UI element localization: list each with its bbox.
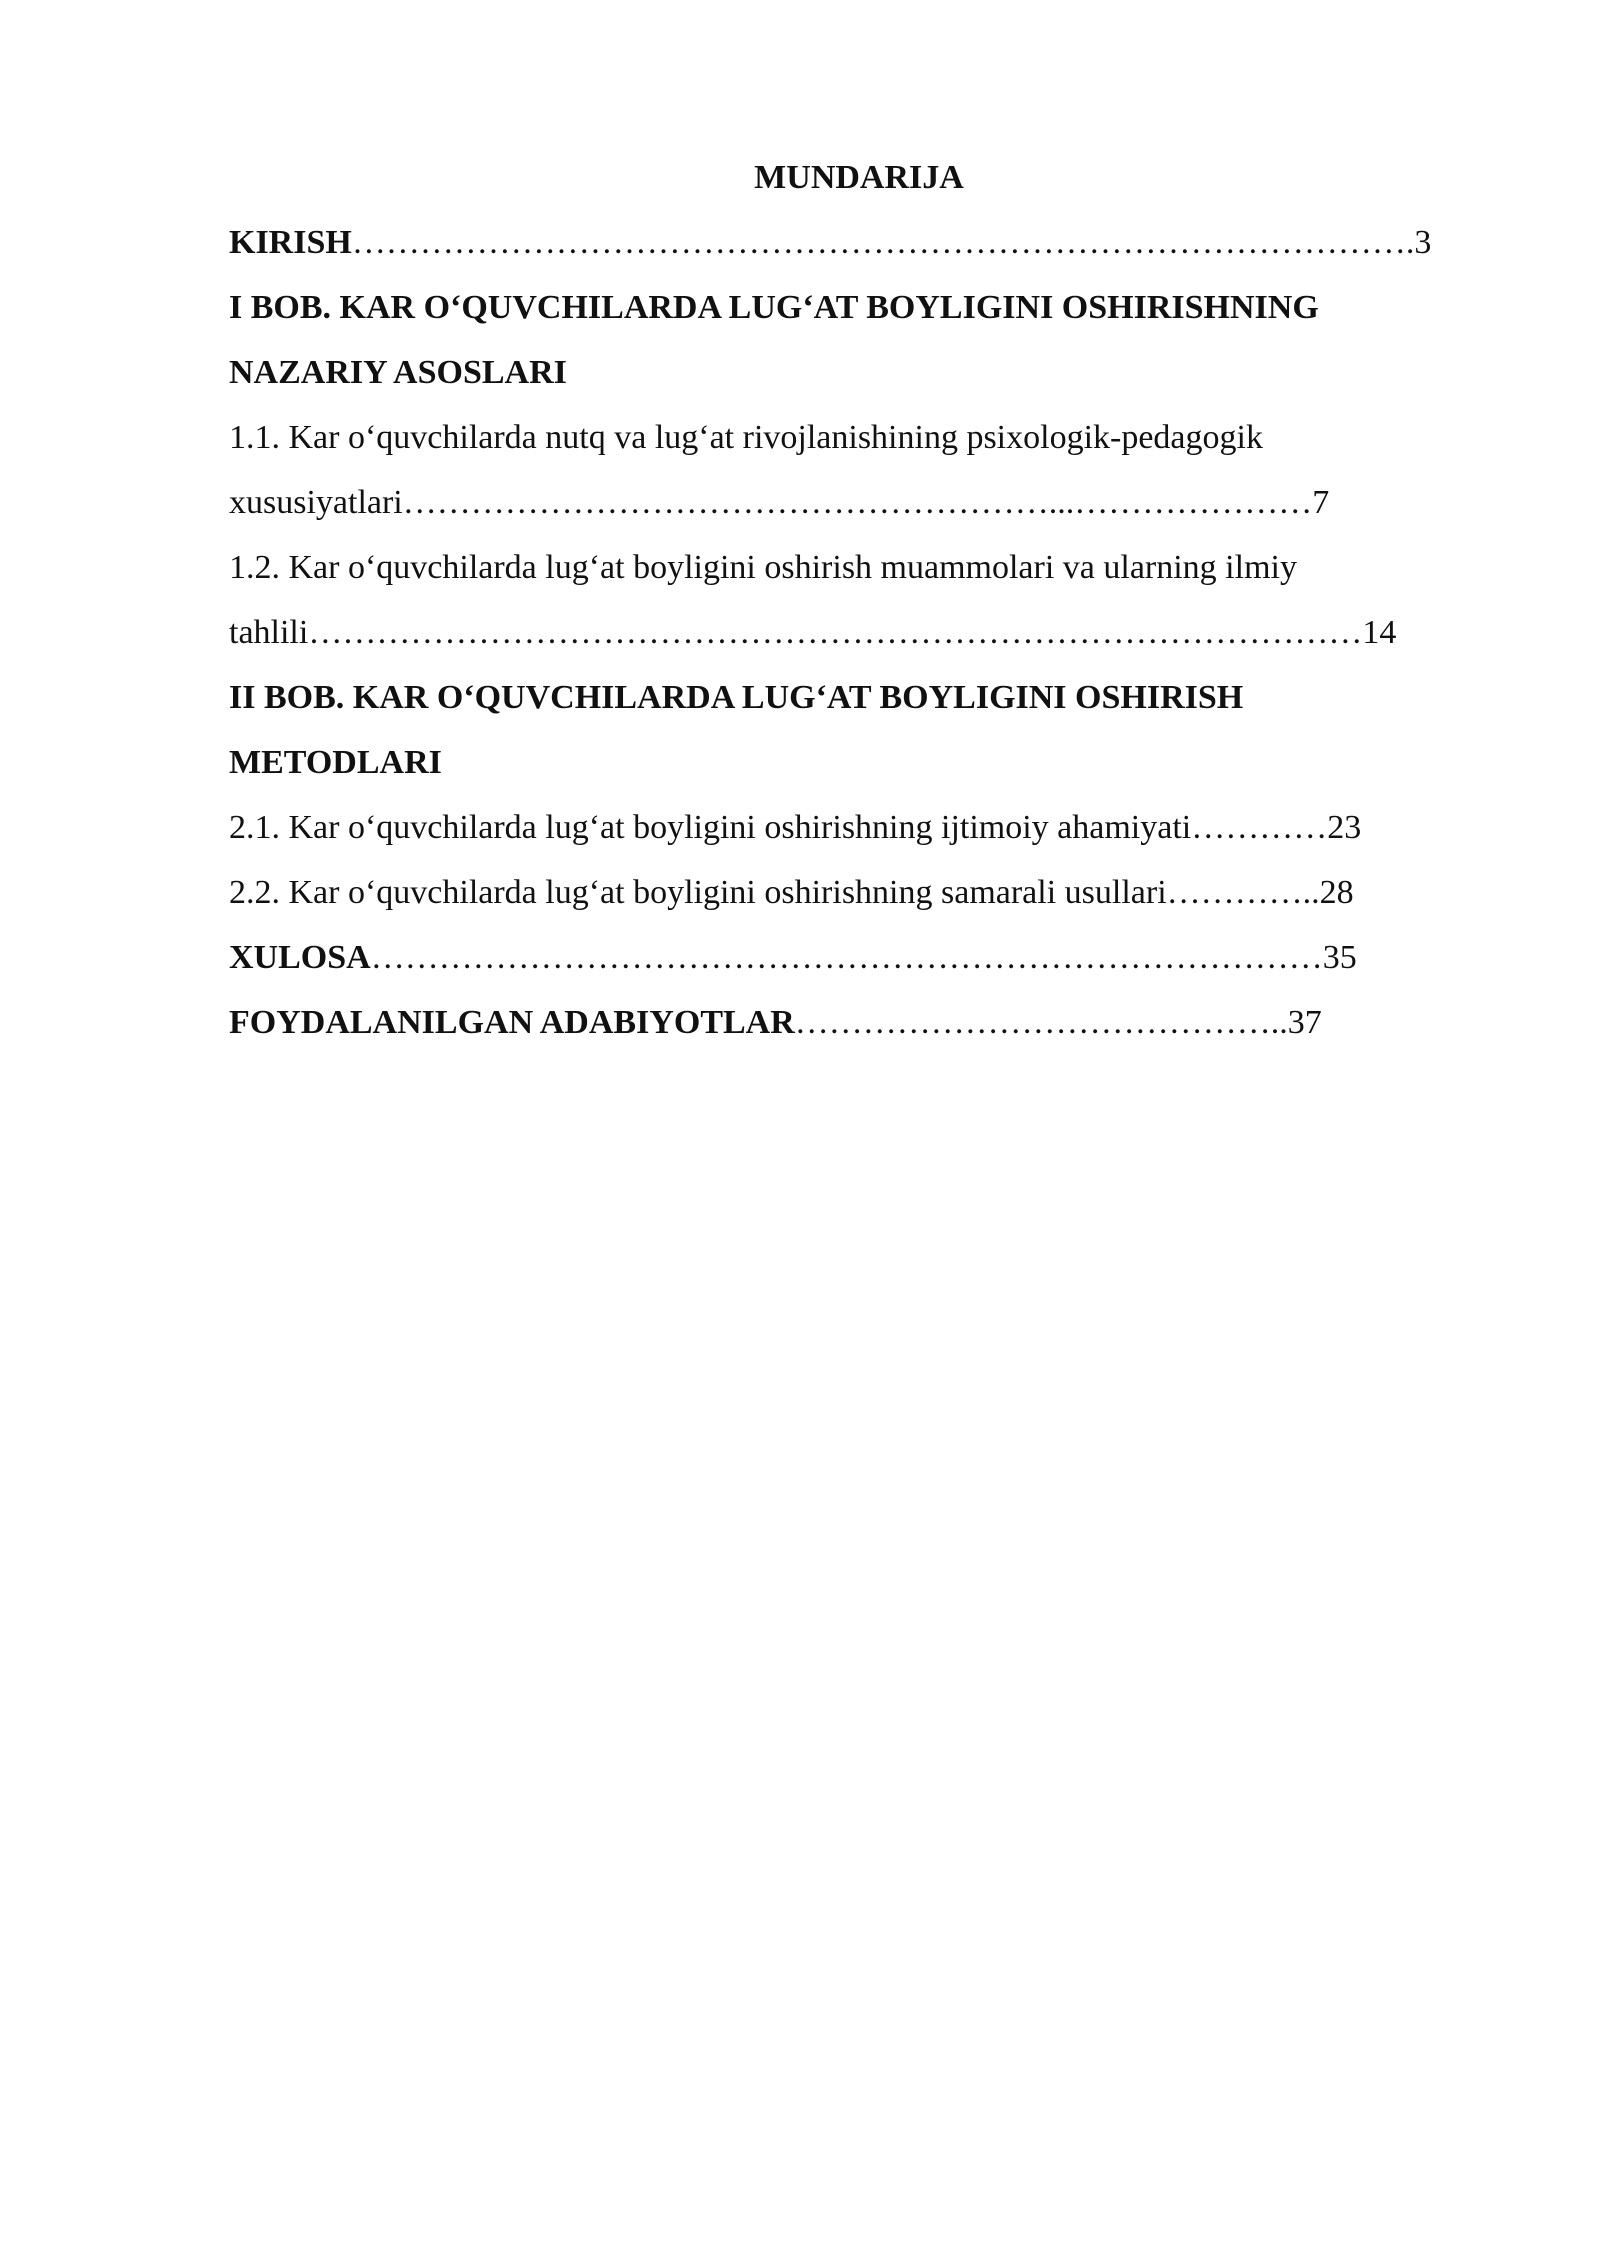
toc-entry-text: 1.1. Kar o‘quvchilarda nutq va lug‘at rivojlanishining psixologik-pedagogik	[229, 419, 1263, 456]
toc-entry-xulosa	[229, 925, 1489, 990]
toc-chapter-1-line-2	[229, 340, 1489, 405]
toc-entry-leader-page: …………………………………………………………………………35	[370, 939, 1357, 976]
toc-chapter-2-line-2	[229, 730, 1489, 795]
toc-chapter-1-line-1	[229, 275, 1489, 340]
toc-entry-heading: XULOSA	[229, 939, 371, 976]
toc-entry-text: 2.2. Kar o‘quvchilarda lug‘at boyligini oshirishning samarali usullari…………..28	[229, 874, 1354, 911]
toc-entry-heading: FOYDALANILGAN ADABIYOTLAR	[229, 1004, 795, 1041]
toc-title: MUNDARIJA	[754, 159, 964, 196]
toc-entry-heading: KIRISH	[229, 224, 352, 261]
toc-section-2-1	[229, 795, 1489, 860]
toc-entry-text: xususiyatlari…………………………………………………...…………………7	[229, 484, 1330, 521]
toc-entry-leader-page: ………………………………………………………………………………….3	[351, 224, 1432, 261]
toc-entry-text: 2.1. Kar o‘quvchilarda lug‘at boyligini oshirishning ijtimoiy ahamiyati…………23	[229, 809, 1362, 846]
toc-entry-heading: NAZARIY ASOSLARI	[229, 354, 567, 391]
toc-section-1-1-line-1	[229, 405, 1489, 470]
toc-chapter-2-line-1	[229, 665, 1489, 730]
toc-entry-text: tahlili…………………………………………………………………………………14	[229, 614, 1397, 651]
toc-entry-foydalanilgan-adabiyotlar	[229, 990, 1489, 1055]
toc-section-1-2-line-2	[229, 600, 1489, 665]
toc-entry-heading: I BOB. KAR O‘QUVCHILARDA LUG‘AT BOYLIGINI OSHIRISHNING	[229, 289, 1319, 326]
toc-entry-text: 1.2. Kar o‘quvchilarda lug‘at boyligini oshirish muammolari va ularning ilmiy	[229, 549, 1297, 586]
table-of-contents	[229, 145, 1489, 1055]
toc-entry-kirish	[229, 210, 1489, 275]
toc-entry-heading: METODLARI	[229, 744, 442, 781]
toc-entry-heading: II BOB. KAR O‘QUVCHILARDA LUG‘AT BOYLIGINI OSHIRISH	[229, 679, 1244, 716]
toc-section-2-2	[229, 860, 1489, 925]
toc-section-1-1-line-2	[229, 470, 1489, 535]
toc-section-1-2-line-1	[229, 535, 1489, 600]
toc-entry-leader-page: ……………………………………..37	[794, 1004, 1322, 1041]
